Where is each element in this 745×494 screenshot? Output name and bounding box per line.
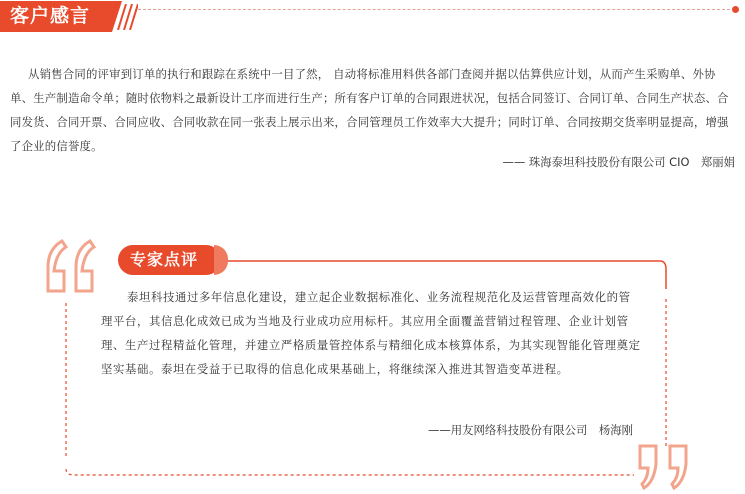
- testimonial-body: 从销售合同的评审到订单的执行和跟踪在系统中一目了然， 自动将标准用料供各部门查阅并据以估算供应计划，从而产生采购单、外协单、生产制造命令单；随时依物料之最新设计工序而进行生产；所有客户订单的合同跟进状况，包括合同签订、合同订单、合同生产状态、合同发货、合同开票、合同应收、合同收款在同一张表上展示出来，合同管理员工作效率大大提升；同时订单、合同按期交货率明显提高，增强了企业的信誉度。: [10, 67, 729, 153]
- expert-review-heading: 专家点评: [118, 245, 221, 275]
- divider-dot: [732, 6, 739, 13]
- header-divider: [138, 9, 735, 10]
- testimonial-signature: —— 珠海泰坦科技股份有限公司 CIO 郑丽娟: [502, 155, 735, 169]
- heading-stripes-decoration: [114, 4, 138, 30]
- expert-review-body: 泰坦科技通过多年信息化建设，建立起企业数据标准化、业务流程规范化及运营管理高效化的管理平台，其信息化成效已成为当地及行业成功应用标杆。其应用全面覆盖营销过程管理、企业计划管理、生产过程精益化管理，并建立严格质量管控体系与精细化成本核算体系，为其实现智能化管理奠定坚实基础。泰坦在受益于已取得的信息化成果基础上，将继续深入推进其智造变革进程。: [101, 290, 641, 376]
- close-quote-icon: [632, 442, 698, 494]
- open-quote-icon: [40, 237, 106, 295]
- testimonial-header: [0, 0, 745, 36]
- expert-review-signature: ——用友网络科技股份有限公司 杨海刚: [427, 423, 633, 437]
- testimonial-heading: 客户感言: [0, 1, 112, 32]
